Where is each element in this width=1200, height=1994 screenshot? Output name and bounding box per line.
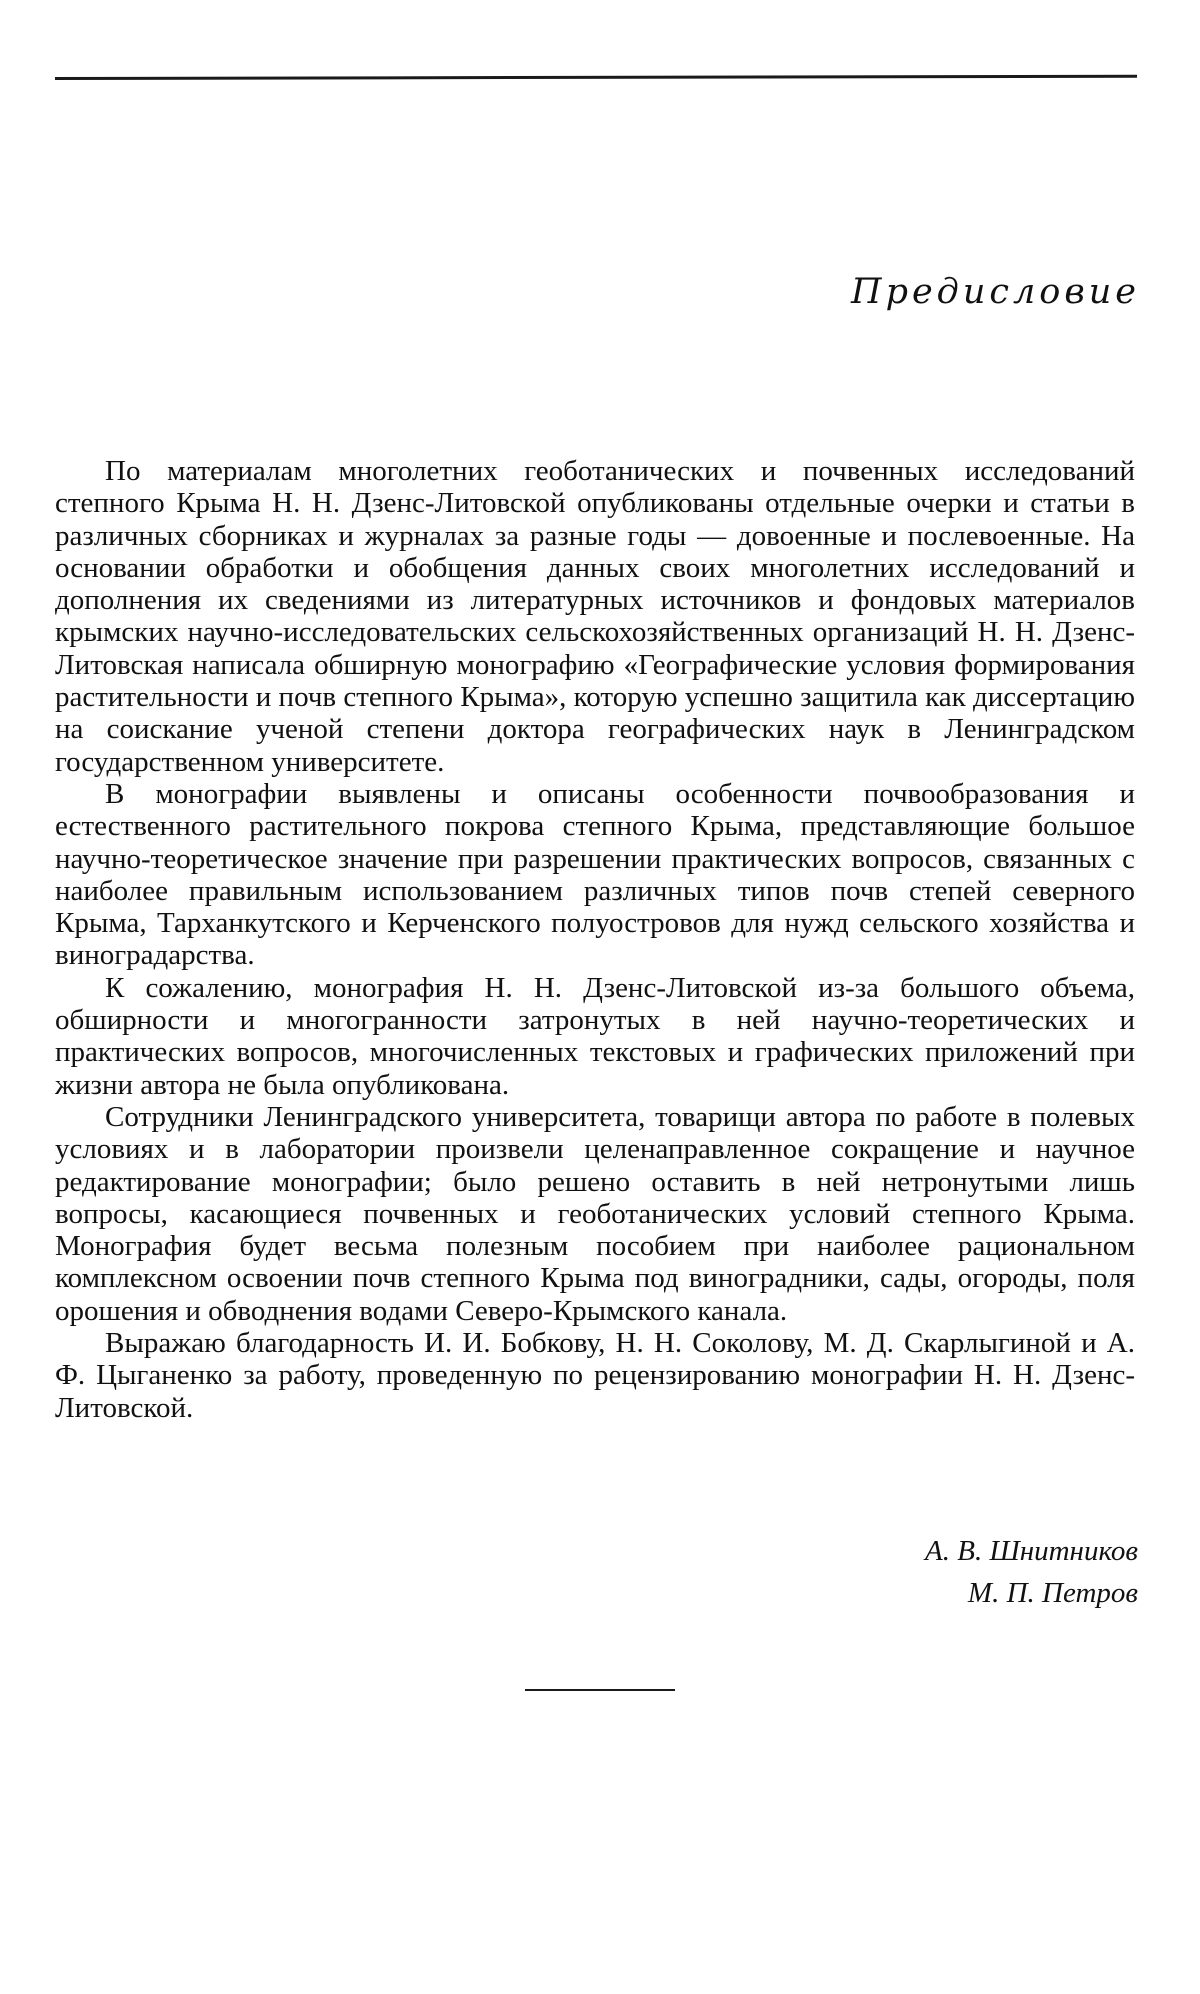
paragraph-1: По материалам многолетних геоботанических и почвенных исследований степного Крыма Н. Н. Дзенс-Литовской опубликованы отдельные очерки и статьи в различных сборниках и журналах за разные годы — довоенные и послевоенные. На основании обработки и обобщения данных своих многолетних исследований и дополнения их сведениями из литературных источников и фондовых материалов крымских научно-исследовательских сельскохозяйственных организаций Н. Н. Дзенс-Литовская написала обширную монографию «Географические условия формирования растительности и почв степного Крыма», которую успешно защитила как диссертацию на соискание ученой степени доктора географических наук в Ленинградском государственном университете. xyxy=(55,455,1135,778)
paragraph-5: Выражаю благодарность И. И. Бобкову, Н. Н. Соколову, М. Д. Скарлыгиной и А. Ф. Цыганенко за работу, проведенную по рецензированию монографии Н. Н. Дзенс-Литовской. xyxy=(55,1327,1135,1424)
signature-author-2: М. П. Петров xyxy=(925,1572,1138,1614)
signature-author-1: А. В. Шнитников xyxy=(925,1530,1138,1572)
paragraph-3: К сожалению, монография Н. Н. Дзенс-Литовской из-за большого объема, обширности и многогранности затронутых в ней научно-теоретических и практических вопросов, многочисленных текстовых и графических приложений при жизни автора не была опубликована. xyxy=(55,972,1135,1101)
signatures xyxy=(925,1530,1138,1614)
bottom-rule xyxy=(525,1689,675,1691)
page-title: Предисловие xyxy=(851,272,1140,312)
preface-body xyxy=(55,455,1135,1424)
paragraph-2: В монографии выявлены и описаны особенности почвообразования и естественного растительного покрова степного Крыма, представляющие большое научно-теоретическое значение при разрешении практических вопросов, связанных с наиболее правильным использованием различных типов почв степей северного Крыма, Тарханкутского и Керченского полуостровов для нужд сельского хозяйства и виноградарства. xyxy=(55,778,1135,972)
paragraph-4: Сотрудники Ленинградского университета, товарищи автора по работе в полевых условиях и в лаборатории произвели целенаправленное сокращение и научное редактирование монографии; было решено оставить в ней нетронутыми лишь вопросы, касающиеся почвенных и геоботанических условий степного Крыма. Монография будет весьма полезным пособием при наиболее рациональном комплексном освоении почв степного Крыма под виноградники, сады, огороды, поля орошения и обводнения водами Северо-Крымского канала. xyxy=(55,1101,1135,1327)
top-rule xyxy=(55,75,1137,80)
